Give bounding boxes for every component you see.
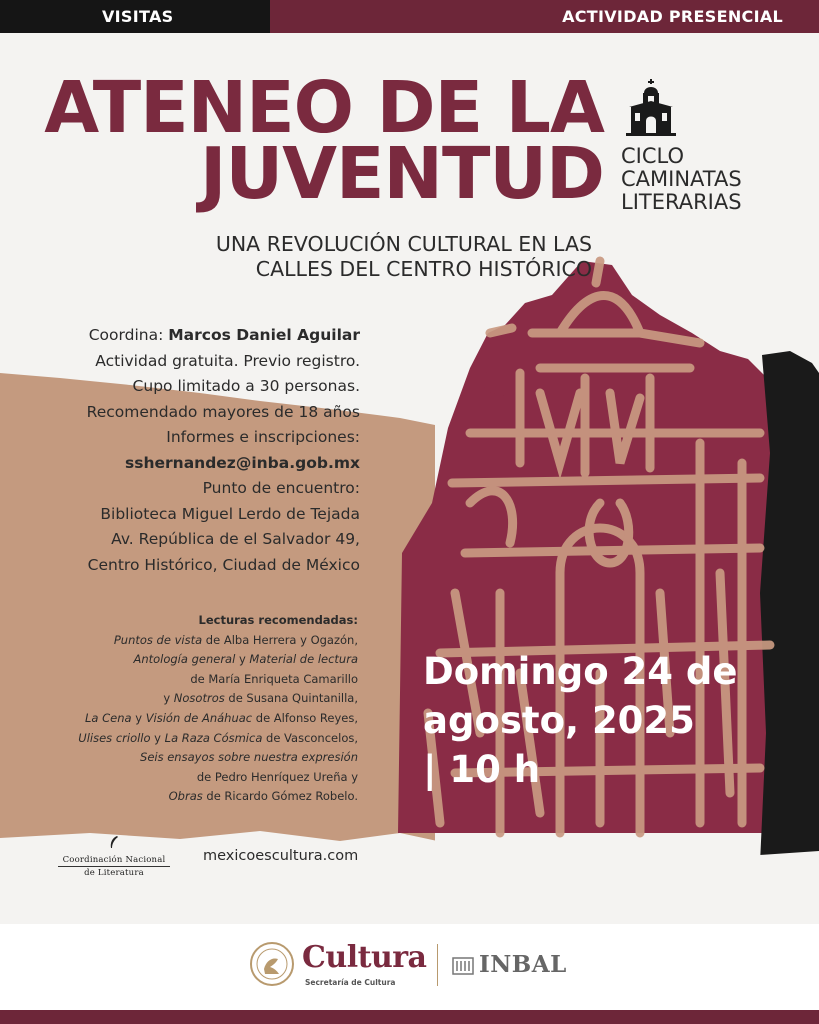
subtitle-line-1: UNA REVOLUCIÓN CULTURAL EN LAS	[215, 232, 592, 256]
contact-email[interactable]: sshernandez@inba.gob.mx	[125, 453, 360, 472]
reading-item: y Nosotros de Susana Quintanilla,	[163, 691, 358, 706]
quill-icon	[108, 835, 120, 849]
event-title	[44, 66, 604, 215]
series-line-2: CAMINATAS	[621, 167, 742, 191]
secretaria-text: Secretaría de Cultura	[305, 978, 396, 987]
series-name	[621, 145, 742, 214]
event-date	[423, 647, 783, 794]
inbal-building-icon	[452, 956, 474, 976]
church-icon	[626, 77, 676, 137]
title-line-1: ATENEO DE LA	[44, 66, 604, 149]
venue-city: Centro Histórico, Ciudad de México	[87, 555, 360, 574]
free-activity-text: Actividad gratuita. Previo registro.	[95, 351, 360, 370]
time-line: | 10 h	[423, 748, 541, 791]
top-bar	[0, 0, 819, 33]
series-line-3: LITERARIAS	[621, 190, 742, 214]
event-info	[40, 323, 360, 578]
date-line-2: agosto, 2025	[423, 699, 695, 742]
readings-heading: Lecturas recomendadas:	[198, 613, 358, 627]
reading-item: Obras de Ricardo Gómez Robelo.	[168, 789, 358, 804]
bottom-bar	[0, 1010, 819, 1024]
inbal-logo-text: INBAL	[479, 951, 567, 978]
category-label: VISITAS	[102, 7, 174, 26]
footer-divider	[437, 944, 438, 986]
age-text: Recomendado mayores de 18 años	[86, 402, 360, 421]
registration-label: Informes e inscripciones:	[166, 428, 360, 446]
activity-type-box	[270, 0, 819, 33]
literature-coordination-logo	[58, 835, 170, 878]
date-line-1: Domingo 24 de	[423, 650, 738, 693]
venue-name: Biblioteca Miguel Lerdo de Tejada	[100, 504, 360, 523]
category-label-box	[0, 0, 270, 33]
reading-item: Ulises criollo y La Raza Cósmica de Vasconcelos,	[78, 730, 358, 745]
cultura-logo-text: Cultura	[302, 940, 427, 975]
activity-type-label: ACTIVIDAD PRESENCIAL	[562, 7, 783, 26]
coordinator-prefix: Coordina:	[88, 326, 169, 344]
footer	[0, 924, 819, 1010]
capacity-text: Cupo limitado a 30 personas.	[132, 377, 360, 395]
event-subtitle	[150, 232, 592, 282]
reading-item: Antología general y Material de lectura	[133, 652, 358, 667]
reading-item: de Pedro Henríquez Ureña y	[196, 769, 358, 784]
coordinator-name: Marcos Daniel Aguilar	[168, 326, 360, 344]
meeting-point-label: Punto de encuentro:	[202, 479, 360, 497]
series-line-1: CICLO	[621, 144, 684, 168]
coordination-line-2: de Literatura	[84, 868, 144, 878]
reading-item: de María Enriqueta Camarillo	[190, 671, 358, 686]
national-seal-icon	[249, 941, 295, 987]
coordinator-line	[40, 323, 360, 349]
recommended-readings	[40, 611, 358, 807]
subtitle-line-2: CALLES DEL CENTRO HISTÓRICO	[255, 257, 592, 281]
venue-address: Av. República de el Salvador 49,	[111, 530, 360, 548]
poster	[0, 33, 819, 924]
reading-item: La Cena y Visión de Anáhuac de Alfonso Reyes,	[85, 710, 358, 725]
coordination-line-1: Coordinación Nacional	[58, 855, 170, 867]
reading-item: Seis ensayos sobre nuestra expresión	[140, 750, 358, 765]
reading-item: Puntos de vista de Alba Herrera y Ogazón,	[113, 632, 358, 647]
title-line-2: JUVENTUD	[200, 132, 604, 215]
website-link[interactable]: mexicoescultura.com	[203, 848, 359, 864]
